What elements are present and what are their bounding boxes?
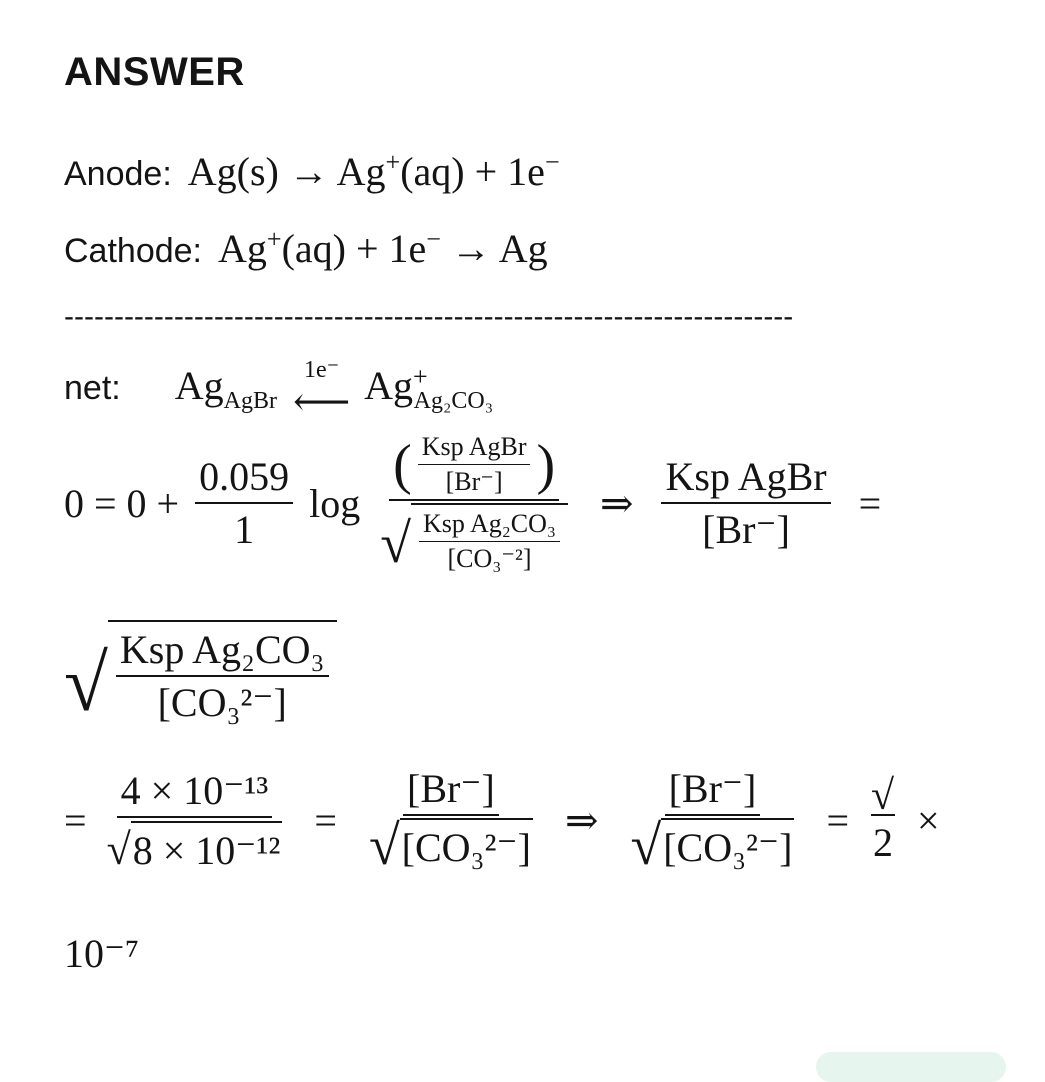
- net-label: net:: [64, 369, 121, 408]
- coefficient-fraction: $\frac{0.059}{1}$: [195, 453, 293, 553]
- anode-label: Anode:: [64, 155, 172, 193]
- ksp-agbr-fraction: $\frac{\text{Ksp AgBr}}{[Br^-]}$: [661, 453, 830, 553]
- cathode-line: [64, 225, 548, 272]
- sqrt-ksp-expression: √ $\frac{\text{Ksp Ag₂CO₃}}{\text{[CO₃²⁻]}}$: [64, 620, 337, 726]
- net-line: [64, 358, 493, 422]
- net-equation: $Ag_{AgBr}$ 1e⁻ ⟵ $Ag^+_{Ag_2CO_3}$: [174, 357, 494, 424]
- cathode-label: Cathode:: [64, 232, 202, 270]
- reaction-arrow: 1e⁻ ⟵: [292, 357, 351, 424]
- ratio-equation: = 4 × 10⁻¹³ √ 8 × 10⁻¹² = [Br⁻] √ [CO₃²⁻] ⇒ [Br⁻] √ [CO₃²⁻] = √ 2 ×: [64, 766, 940, 877]
- anode-equation: Ag(s) → Ag+(aq) + 1e−: [187, 147, 560, 194]
- separator-line: -------------------------------------------------------------------------: [64, 300, 794, 333]
- cathode-equation: Ag+(aq) + 1e− → Ag: [218, 224, 548, 271]
- nernst-equation: 0 = 0 + $\frac{0.059}{1}$ log ( $\frac{\text{Ksp AgBr}}{[Br^-]}$ ) √ $\frac{\text{Ksp Ag₂CO₃}}{\text{[CO₃⁻²]}}$ ⇒ $\frac{\text{Ksp AgBr}}{[Br^-]}$ =: [64, 432, 882, 575]
- sqrt-symbol: √ $\frac{\text{Ksp Ag₂CO₃}}{\text{[CO₃⁻²]}}$: [380, 503, 568, 574]
- answer-heading: ANSWER: [64, 50, 245, 94]
- log-argument-fraction: ( $\frac{\text{Ksp AgBr}}{[Br^-]}$ ) √ $\frac{\text{Ksp Ag₂CO₃}}{\text{[CO₃⁻²]}}$: [376, 432, 572, 574]
- action-chip[interactable]: [816, 1052, 1006, 1082]
- anode-line: [64, 148, 560, 195]
- result-tail: 10⁻⁷: [64, 931, 140, 976]
